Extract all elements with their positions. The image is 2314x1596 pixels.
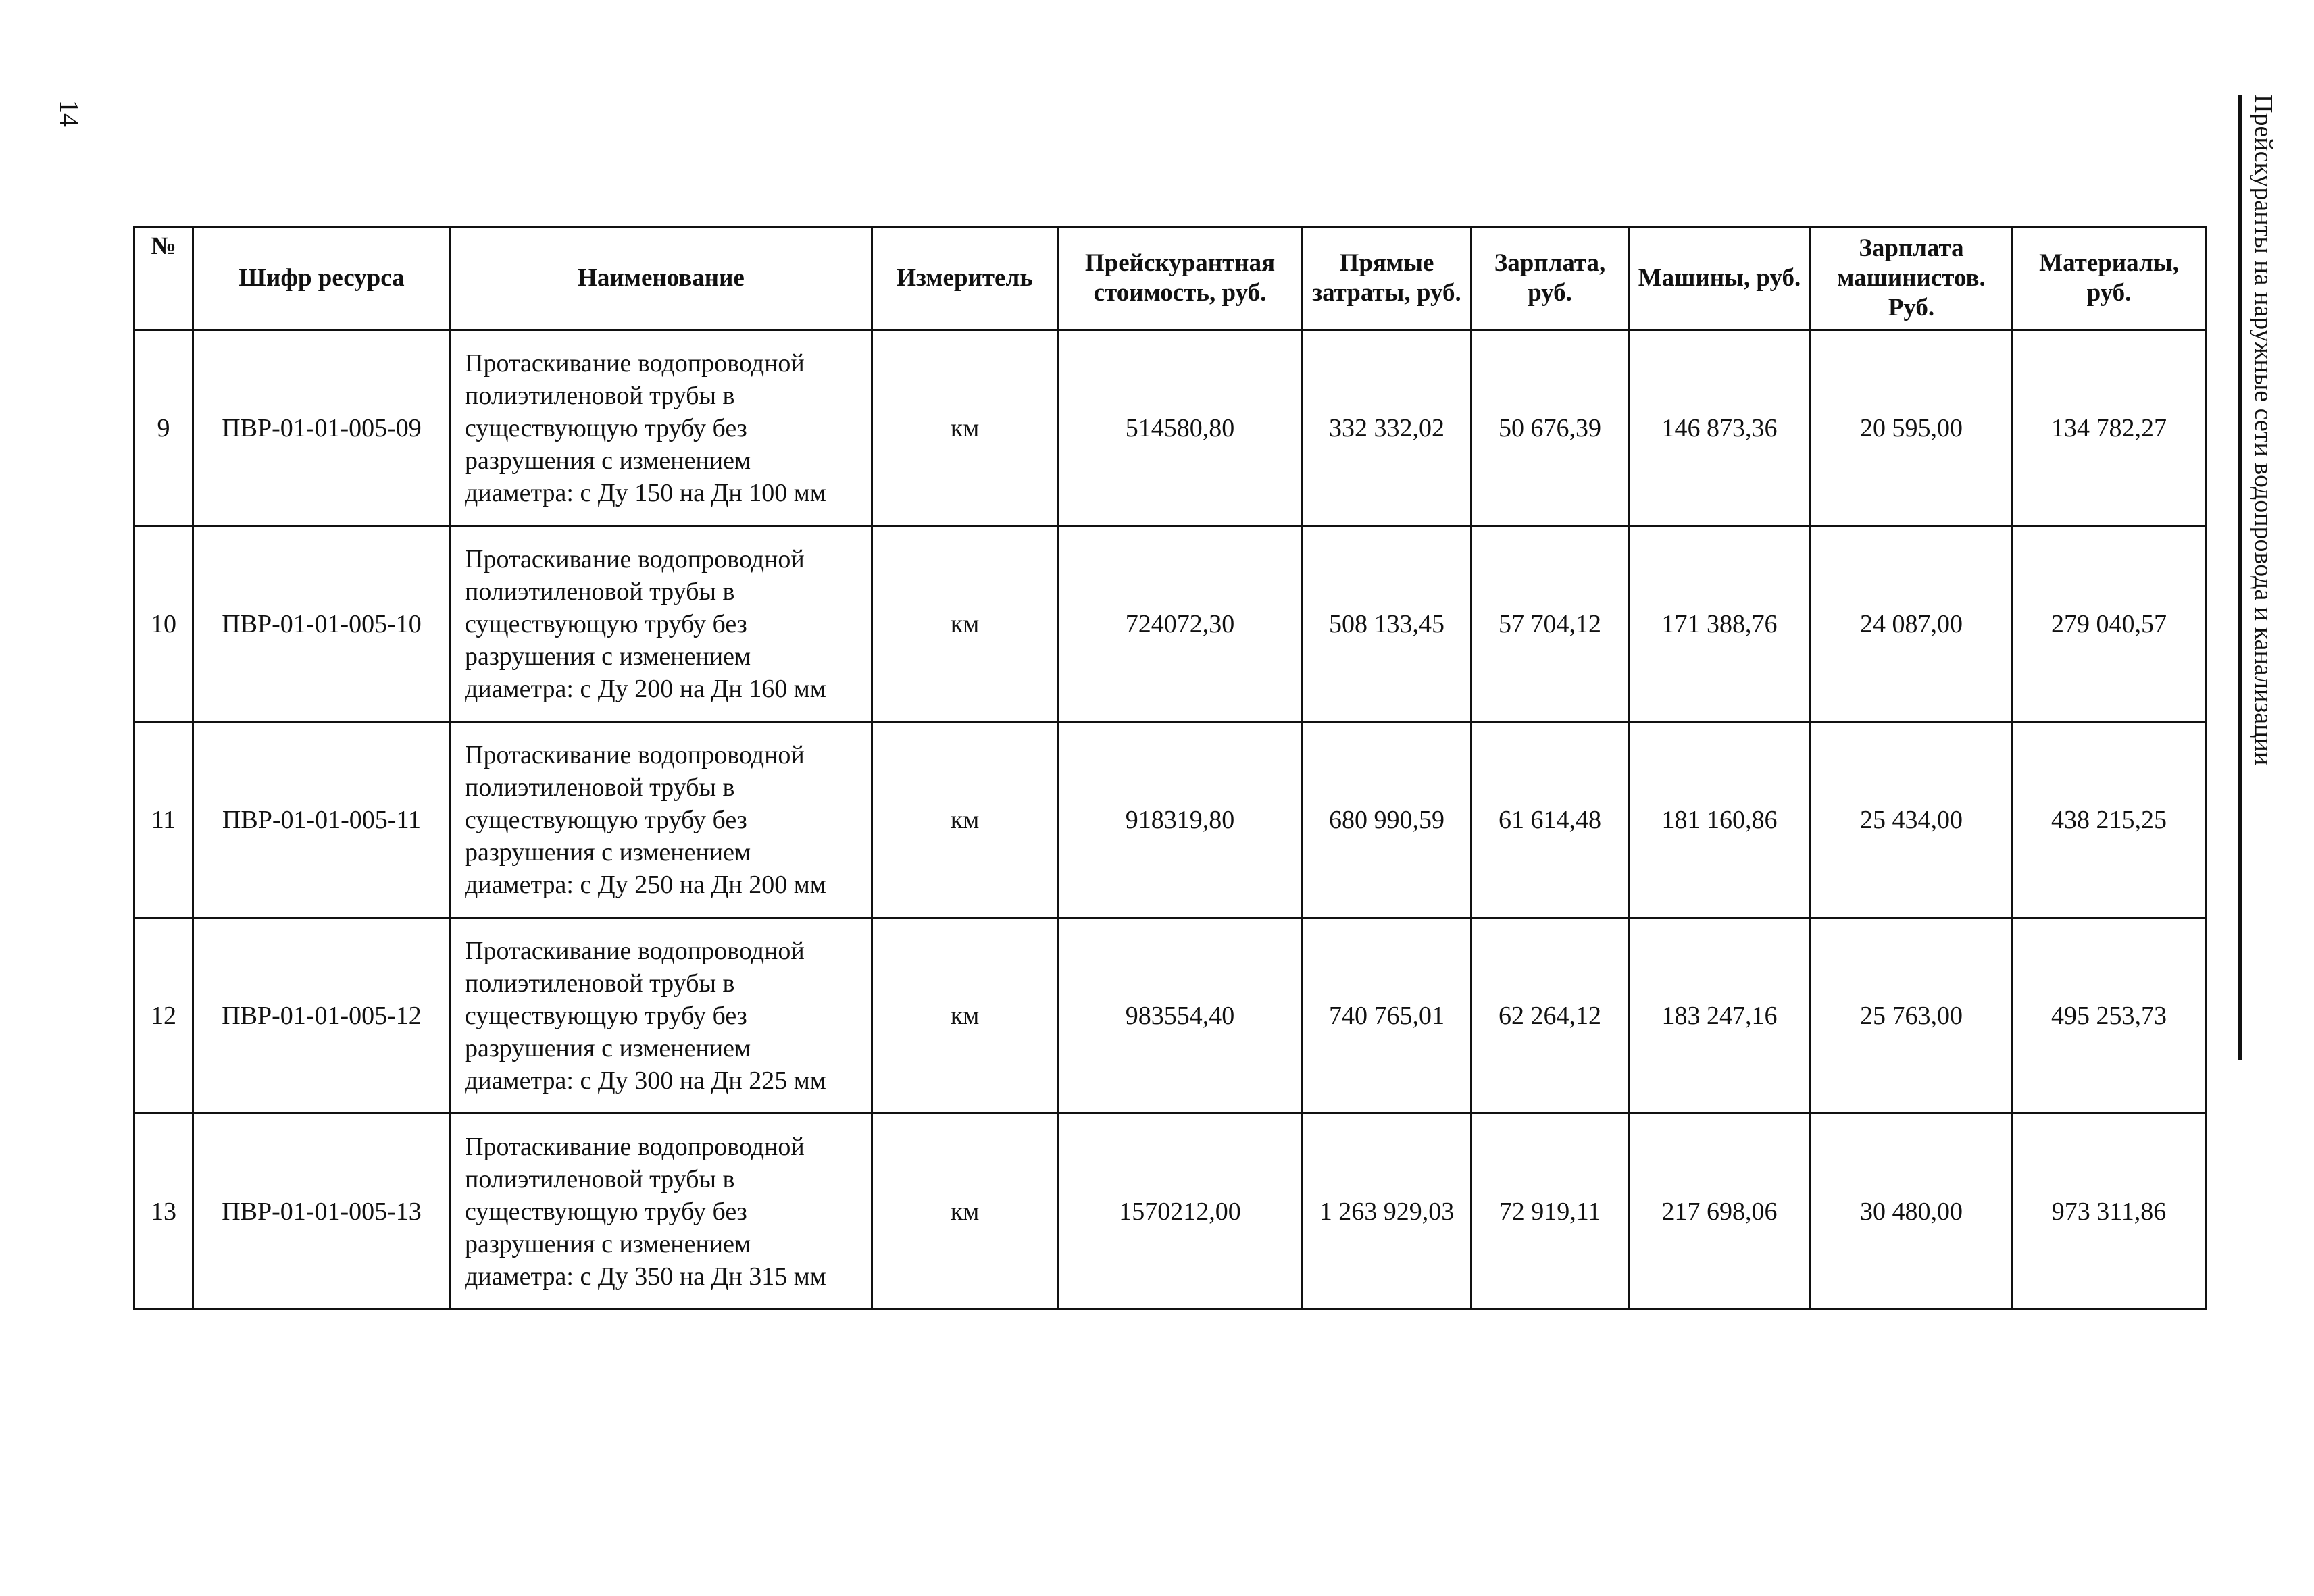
row-direct-costs: 508 133,45 <box>1303 526 1472 722</box>
row-number: 9 <box>134 330 193 526</box>
row-unit: км <box>872 1114 1058 1310</box>
header-code: Шифр ресурса <box>193 227 451 330</box>
table-row <box>134 722 2206 918</box>
header-operator-salary: Зарплата машинистов. Руб. <box>1811 227 2013 330</box>
row-salary: 57 704,12 <box>1472 526 1629 722</box>
row-operator-salary: 20 595,00 <box>1811 330 2013 526</box>
row-machines: 183 247,16 <box>1629 918 1811 1114</box>
header-number: № <box>134 227 193 330</box>
row-direct-costs: 1 263 929,03 <box>1303 1114 1472 1310</box>
row-materials: 973 311,86 <box>2013 1114 2206 1310</box>
row-materials: 134 782,27 <box>2013 330 2206 526</box>
row-machines: 146 873,36 <box>1629 330 1811 526</box>
row-machines: 181 160,86 <box>1629 722 1811 918</box>
row-code: ПВР-01-01-005-13 <box>193 1114 451 1310</box>
row-materials: 438 215,25 <box>2013 722 2206 918</box>
row-direct-costs: 740 765,01 <box>1303 918 1472 1114</box>
row-number: 10 <box>134 526 193 722</box>
row-name: Протаскивание водопроводной полиэтиленовой трубы в существующую трубу без разрушения с изменением диаметра: с Ду 150 на Дн 100 мм <box>465 349 826 507</box>
row-unit: км <box>872 918 1058 1114</box>
header-name: Наименование <box>451 227 872 330</box>
table-row <box>134 526 2206 722</box>
row-name-cell <box>451 526 872 722</box>
row-name-cell <box>451 722 872 918</box>
row-machines: 171 388,76 <box>1629 526 1811 722</box>
table-header-row <box>134 227 2206 330</box>
header-unit: Измеритель <box>872 227 1058 330</box>
row-name-cell <box>451 330 872 526</box>
row-price: 983554,40 <box>1058 918 1303 1114</box>
row-operator-salary: 30 480,00 <box>1811 1114 2013 1310</box>
row-code: ПВР-01-01-005-09 <box>193 330 451 526</box>
row-number: 11 <box>134 722 193 918</box>
side-title-container <box>2230 95 2297 1074</box>
row-name: Протаскивание водопроводной полиэтиленовой трубы в существующую трубу без разрушения с изменением диаметра: с Ду 250 на Дн 200 мм <box>465 740 826 899</box>
row-operator-salary: 25 763,00 <box>1811 918 2013 1114</box>
row-code: ПВР-01-01-005-12 <box>193 918 451 1114</box>
row-operator-salary: 24 087,00 <box>1811 526 2013 722</box>
row-materials: 495 253,73 <box>2013 918 2206 1114</box>
table-row <box>134 330 2206 526</box>
row-materials: 279 040,57 <box>2013 526 2206 722</box>
row-direct-costs: 680 990,59 <box>1303 722 1472 918</box>
row-unit: км <box>872 330 1058 526</box>
row-salary: 72 919,11 <box>1472 1114 1629 1310</box>
header-price: Прейскурантная стоимость, руб. <box>1058 227 1303 330</box>
header-direct-costs: Прямые затраты, руб. <box>1303 227 1472 330</box>
row-price: 724072,30 <box>1058 526 1303 722</box>
page-number: 14 <box>54 100 84 127</box>
table-row <box>134 1114 2206 1310</box>
row-name-cell <box>451 918 872 1114</box>
row-salary: 62 264,12 <box>1472 918 1629 1114</box>
row-operator-salary: 25 434,00 <box>1811 722 2013 918</box>
side-title: Прейскуранты на наружные сети водопровода и канализации <box>2249 95 2278 766</box>
row-unit: км <box>872 526 1058 722</box>
row-machines: 217 698,06 <box>1629 1114 1811 1310</box>
price-table <box>133 226 2207 1310</box>
row-number: 12 <box>134 918 193 1114</box>
row-salary: 61 614,48 <box>1472 722 1629 918</box>
row-unit: км <box>872 722 1058 918</box>
header-machines: Машины, руб. <box>1629 227 1811 330</box>
row-price: 514580,80 <box>1058 330 1303 526</box>
header-salary: Зарплата, руб. <box>1472 227 1629 330</box>
row-direct-costs: 332 332,02 <box>1303 330 1472 526</box>
row-price: 1570212,00 <box>1058 1114 1303 1310</box>
row-name: Протаскивание водопроводной полиэтиленовой трубы в существующую трубу без разрушения с изменением диаметра: с Ду 200 на Дн 160 мм <box>465 544 826 703</box>
row-code: ПВР-01-01-005-10 <box>193 526 451 722</box>
row-name-cell <box>451 1114 872 1310</box>
table-row <box>134 918 2206 1114</box>
row-salary: 50 676,39 <box>1472 330 1629 526</box>
header-materials: Материалы, руб. <box>2013 227 2206 330</box>
row-name: Протаскивание водопроводной полиэтиленовой трубы в существующую трубу без разрушения с изменением диаметра: с Ду 350 на Дн 315 мм <box>465 1132 826 1291</box>
row-code: ПВР-01-01-005-11 <box>193 722 451 918</box>
row-number: 13 <box>134 1114 193 1310</box>
row-price: 918319,80 <box>1058 722 1303 918</box>
row-name: Протаскивание водопроводной полиэтиленовой трубы в существующую трубу без разрушения с изменением диаметра: с Ду 300 на Дн 225 мм <box>465 936 826 1095</box>
